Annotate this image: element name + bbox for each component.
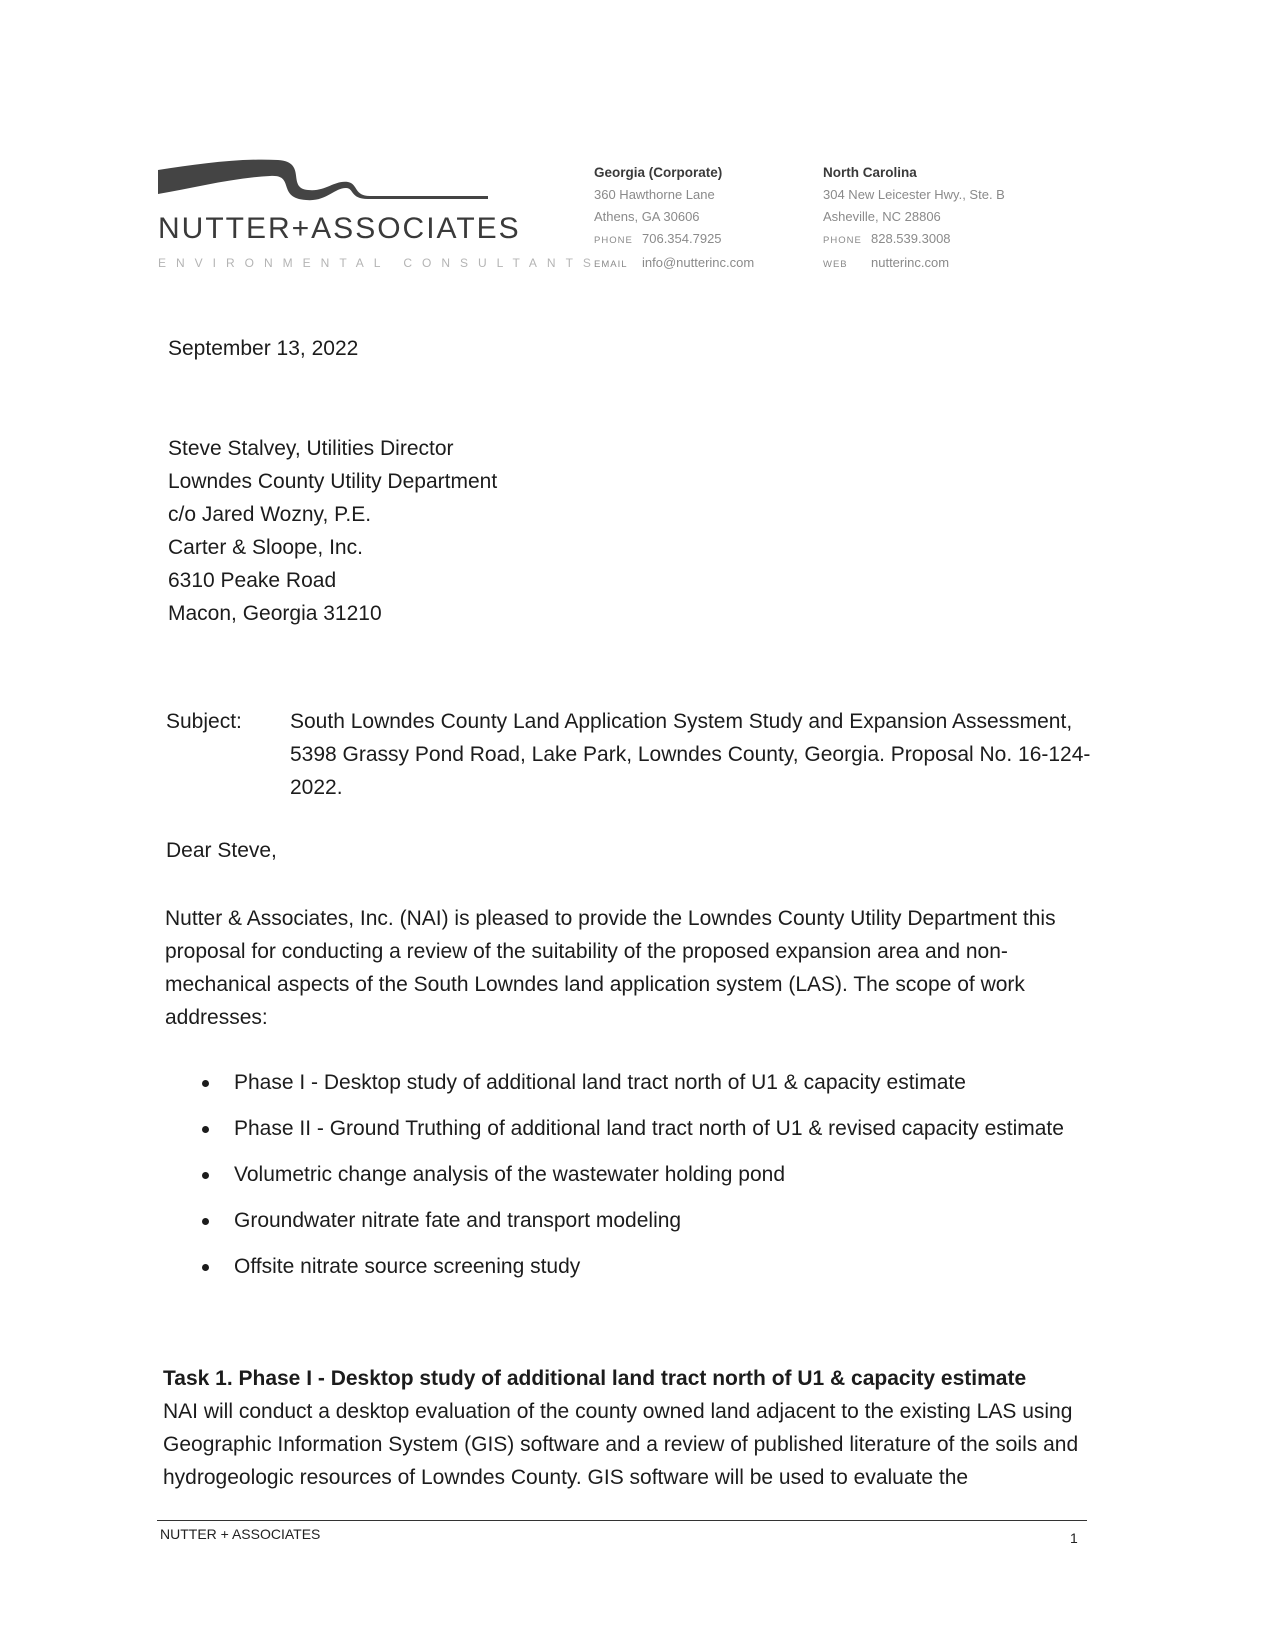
list-item <box>196 1160 1096 1190</box>
address-line: Lowndes County Utility Department <box>168 470 498 493</box>
web-value: nutterinc.com <box>871 255 950 270</box>
office-city: Asheville, NC 28806 <box>823 209 941 224</box>
email-value: info@nutterinc.com <box>642 255 755 270</box>
list-item <box>196 1206 1096 1236</box>
address-line: Steve Stalvey, Utilities Director <box>168 437 454 460</box>
list-item <box>196 1068 1096 1098</box>
office-street: 304 New Leicester Hwy., Ste. B <box>823 187 1005 202</box>
task1-heading: Task 1. Phase I - Desktop study of additional land tract north of U1 & capacity estimate <box>163 1367 1027 1390</box>
phone-label: PHONE <box>823 235 862 246</box>
office-phone-row <box>823 228 1005 252</box>
footer-divider <box>157 1520 1087 1521</box>
page-number: 1 <box>1070 1530 1078 1546</box>
salutation: Dear Steve, <box>166 839 277 862</box>
address-line: c/o Jared Wozny, P.E. <box>168 503 372 526</box>
company-name: NUTTER+ASSOCIATES <box>158 212 521 245</box>
address-line: Macon, Georgia 31210 <box>168 602 382 625</box>
phone-label: PHONE <box>594 235 633 246</box>
list-item-text: Groundwater nitrate fate and transport modeling <box>234 1209 682 1232</box>
company-tagline: ENVIRONMENTAL CONSULTANTS <box>158 256 601 270</box>
company-logo <box>158 158 601 278</box>
scope-list <box>196 1068 1096 1298</box>
web-label: WEB <box>823 259 848 270</box>
office-heading: North Carolina <box>823 165 917 180</box>
office-georgia <box>594 162 754 276</box>
list-item <box>196 1114 1096 1144</box>
bullet-icon <box>202 1126 209 1133</box>
bullet-icon <box>202 1218 209 1225</box>
list-item-text: Volumetric change analysis of the wastewater holding pond <box>234 1163 786 1186</box>
wave-logo-icon <box>158 158 508 218</box>
bullet-icon <box>202 1080 209 1087</box>
letter-date: September 13, 2022 <box>168 337 359 360</box>
office-street: 360 Hawthorne Lane <box>594 187 715 202</box>
phone-value: 828.539.3008 <box>871 231 951 246</box>
office-phone-row <box>594 228 754 252</box>
address-line: 6310 Peake Road <box>168 569 337 592</box>
subject-text: South Lowndes County Land Application System Study and Expansion Assessment, 5398 Grassy Pond Road, Lake Park, Lowndes County, Georgia. Proposal No. 16-124-2022. <box>290 710 1091 799</box>
office-web-row <box>823 252 1005 276</box>
task1-body: NAI will conduct a desktop evaluation of the county owned land adjacent to the existing LAS using Geographic Information System (GIS) software and a review of published literature of the soils and hydrogeologic resources of Lowndes County. GIS software will be used to evaluate the <box>163 1400 1079 1489</box>
list-item-text: Phase I - Desktop study of additional land tract north of U1 & capacity estimate <box>234 1071 966 1094</box>
address-line: Carter & Sloope, Inc. <box>168 536 363 559</box>
office-email-row <box>594 252 754 276</box>
bullet-icon <box>202 1172 209 1179</box>
list-item <box>196 1252 1096 1282</box>
intro-paragraph: Nutter & Associates, Inc. (NAI) is pleased to provide the Lowndes County Utility Department this proposal for conducting a review of the suitability of the proposed expansion area and non-mechanical aspects of the South Lowndes land application system (LAS). The scope of work addresses: <box>165 907 1056 1029</box>
bullet-icon <box>202 1264 209 1271</box>
subject-label: Subject: <box>166 710 242 733</box>
office-north-carolina <box>823 162 1005 276</box>
footer-company: NUTTER + ASSOCIATES <box>160 1526 321 1542</box>
email-label: EMAIL <box>594 259 628 270</box>
recipient-address <box>168 432 497 630</box>
office-city: Athens, GA 30606 <box>594 209 700 224</box>
phone-value: 706.354.7925 <box>642 231 722 246</box>
list-item-text: Offsite nitrate source screening study <box>234 1255 581 1278</box>
list-item-text: Phase II - Ground Truthing of additional land tract north of U1 & revised capacity estimate <box>234 1117 1064 1140</box>
office-heading: Georgia (Corporate) <box>594 165 723 180</box>
